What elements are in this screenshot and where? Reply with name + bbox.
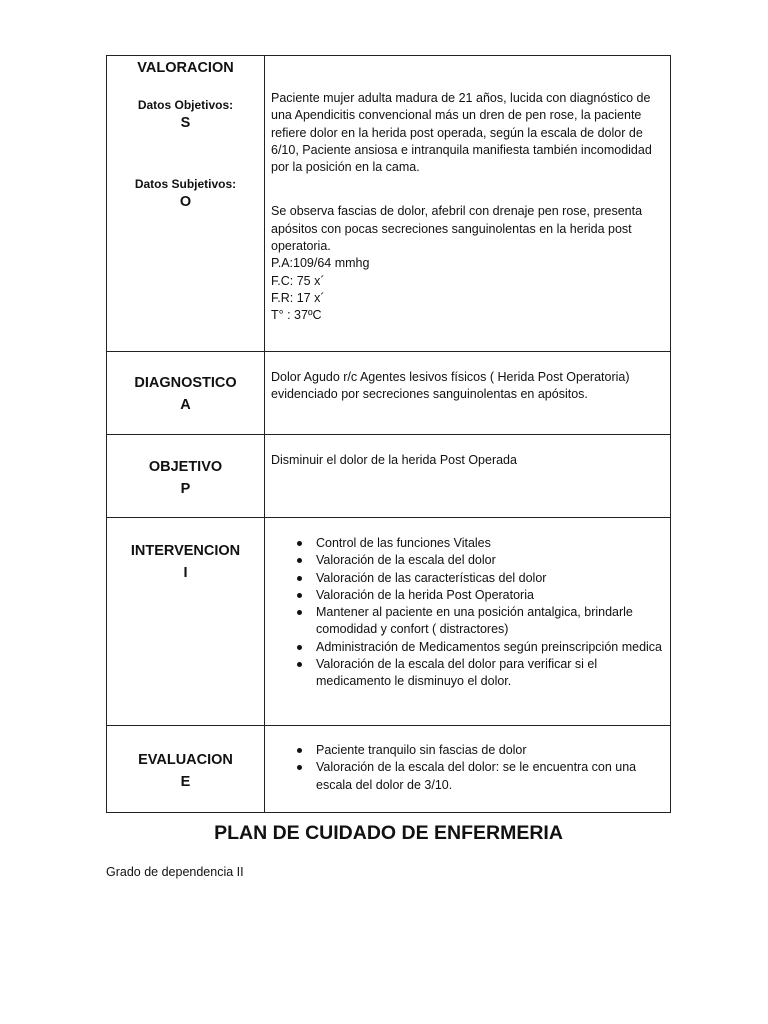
intervencion-item: Mantener al paciente en una posición antalgica, brindarle comodidad y confort ( distractores) (271, 604, 664, 639)
evaluacion-content-cell (265, 726, 671, 813)
evaluacion-row (107, 726, 671, 813)
intervencion-item: Valoración de la herida Post Operatoria (271, 587, 664, 604)
diagnostico-content-cell (265, 352, 671, 435)
valoracion-content-cell (265, 56, 671, 352)
valoracion-paragraph-2: Se observa fascias de dolor, afebril con drenaje pen rose, presenta apósitos con pocas secreciones sanguinolentas en la herida post operatoria. (271, 204, 643, 254)
document-title: PLAN DE CUIDADO DE ENFERMERIA (214, 822, 563, 844)
evaluacion-list (271, 742, 664, 794)
vital-temp: T° : 37ºC (271, 308, 322, 323)
objective-letter: S (180, 115, 191, 131)
dependency-grade: Grado de dependencia II (106, 865, 244, 879)
intervencion-list (271, 535, 664, 691)
intervencion-letter: I (183, 565, 188, 581)
valoracion-title: VALORACION (137, 60, 234, 76)
objetivo-title: OBJETIVO (148, 459, 223, 475)
objetivo-text: Disminuir el dolor de la herida Post Operada (271, 453, 517, 467)
vital-pa: P.A:109/64 mmhg (271, 256, 370, 271)
objetivo-label-cell (107, 435, 265, 518)
evaluacion-item: Paciente tranquilo sin fascias de dolor (271, 742, 664, 759)
intervencion-item: Administración de Medicamentos según preinscripción medica (271, 639, 664, 656)
evaluacion-label-cell (107, 726, 265, 813)
intervencion-item: Valoración de la escala del dolor para verificar si el medicamento le disminuyo el dolor. (271, 656, 664, 691)
intervencion-content-cell (265, 518, 671, 726)
diagnostico-letter: A (180, 397, 191, 413)
vital-signs (271, 255, 664, 324)
intervencion-item: Control de las funciones Vitales (271, 535, 664, 552)
subjective-letter: O (179, 194, 192, 210)
subjective-data-label: Datos Subjetivos: (134, 177, 237, 191)
diagnostico-text: Dolor Agudo r/c Agentes lesivos físicos ( Herida Post Operatoria) evidenciado por secreciones sanguinolentas en apósitos. (271, 370, 630, 402)
intervencion-label-cell (107, 518, 265, 726)
objetivo-content-cell (265, 435, 671, 518)
vital-fr: F.R: 17 x´ (271, 290, 325, 305)
vital-fc: F.C: 75 x´ (271, 273, 325, 288)
intervencion-item: Valoración de las características del dolor (271, 570, 664, 587)
intervencion-row (107, 518, 671, 726)
objetivo-letter: P (180, 481, 191, 497)
care-plan-table (106, 55, 671, 813)
diagnostico-row (107, 352, 671, 435)
objective-data-label: Datos Objetivos: (137, 98, 234, 112)
diagnostico-title: DIAGNOSTICO (134, 375, 237, 391)
valoracion-paragraph-1: Paciente mujer adulta madura de 21 años, lucida con diagnóstico de una Apendicitis convencional más un dren de pen rose, la paciente refiere dolor en la herida post operada, según la escala de dolor de 6/10, Paciente ansiosa e intranquila manifiesta también incomodidad por la posición en la cama. (271, 91, 652, 175)
objetivo-row (107, 435, 671, 518)
valoracion-row (107, 56, 671, 352)
intervencion-title: INTERVENCION (130, 543, 241, 559)
intervencion-item: Valoración de la escala del dolor (271, 552, 664, 569)
evaluacion-letter: E (180, 774, 191, 790)
valoracion-label-cell (107, 56, 265, 352)
evaluacion-item: Valoración de la escala del dolor: se le encuentra con una escala del dolor de 3/10. (271, 759, 664, 794)
evaluacion-title: EVALUACION (138, 752, 233, 768)
diagnostico-label-cell (107, 352, 265, 435)
